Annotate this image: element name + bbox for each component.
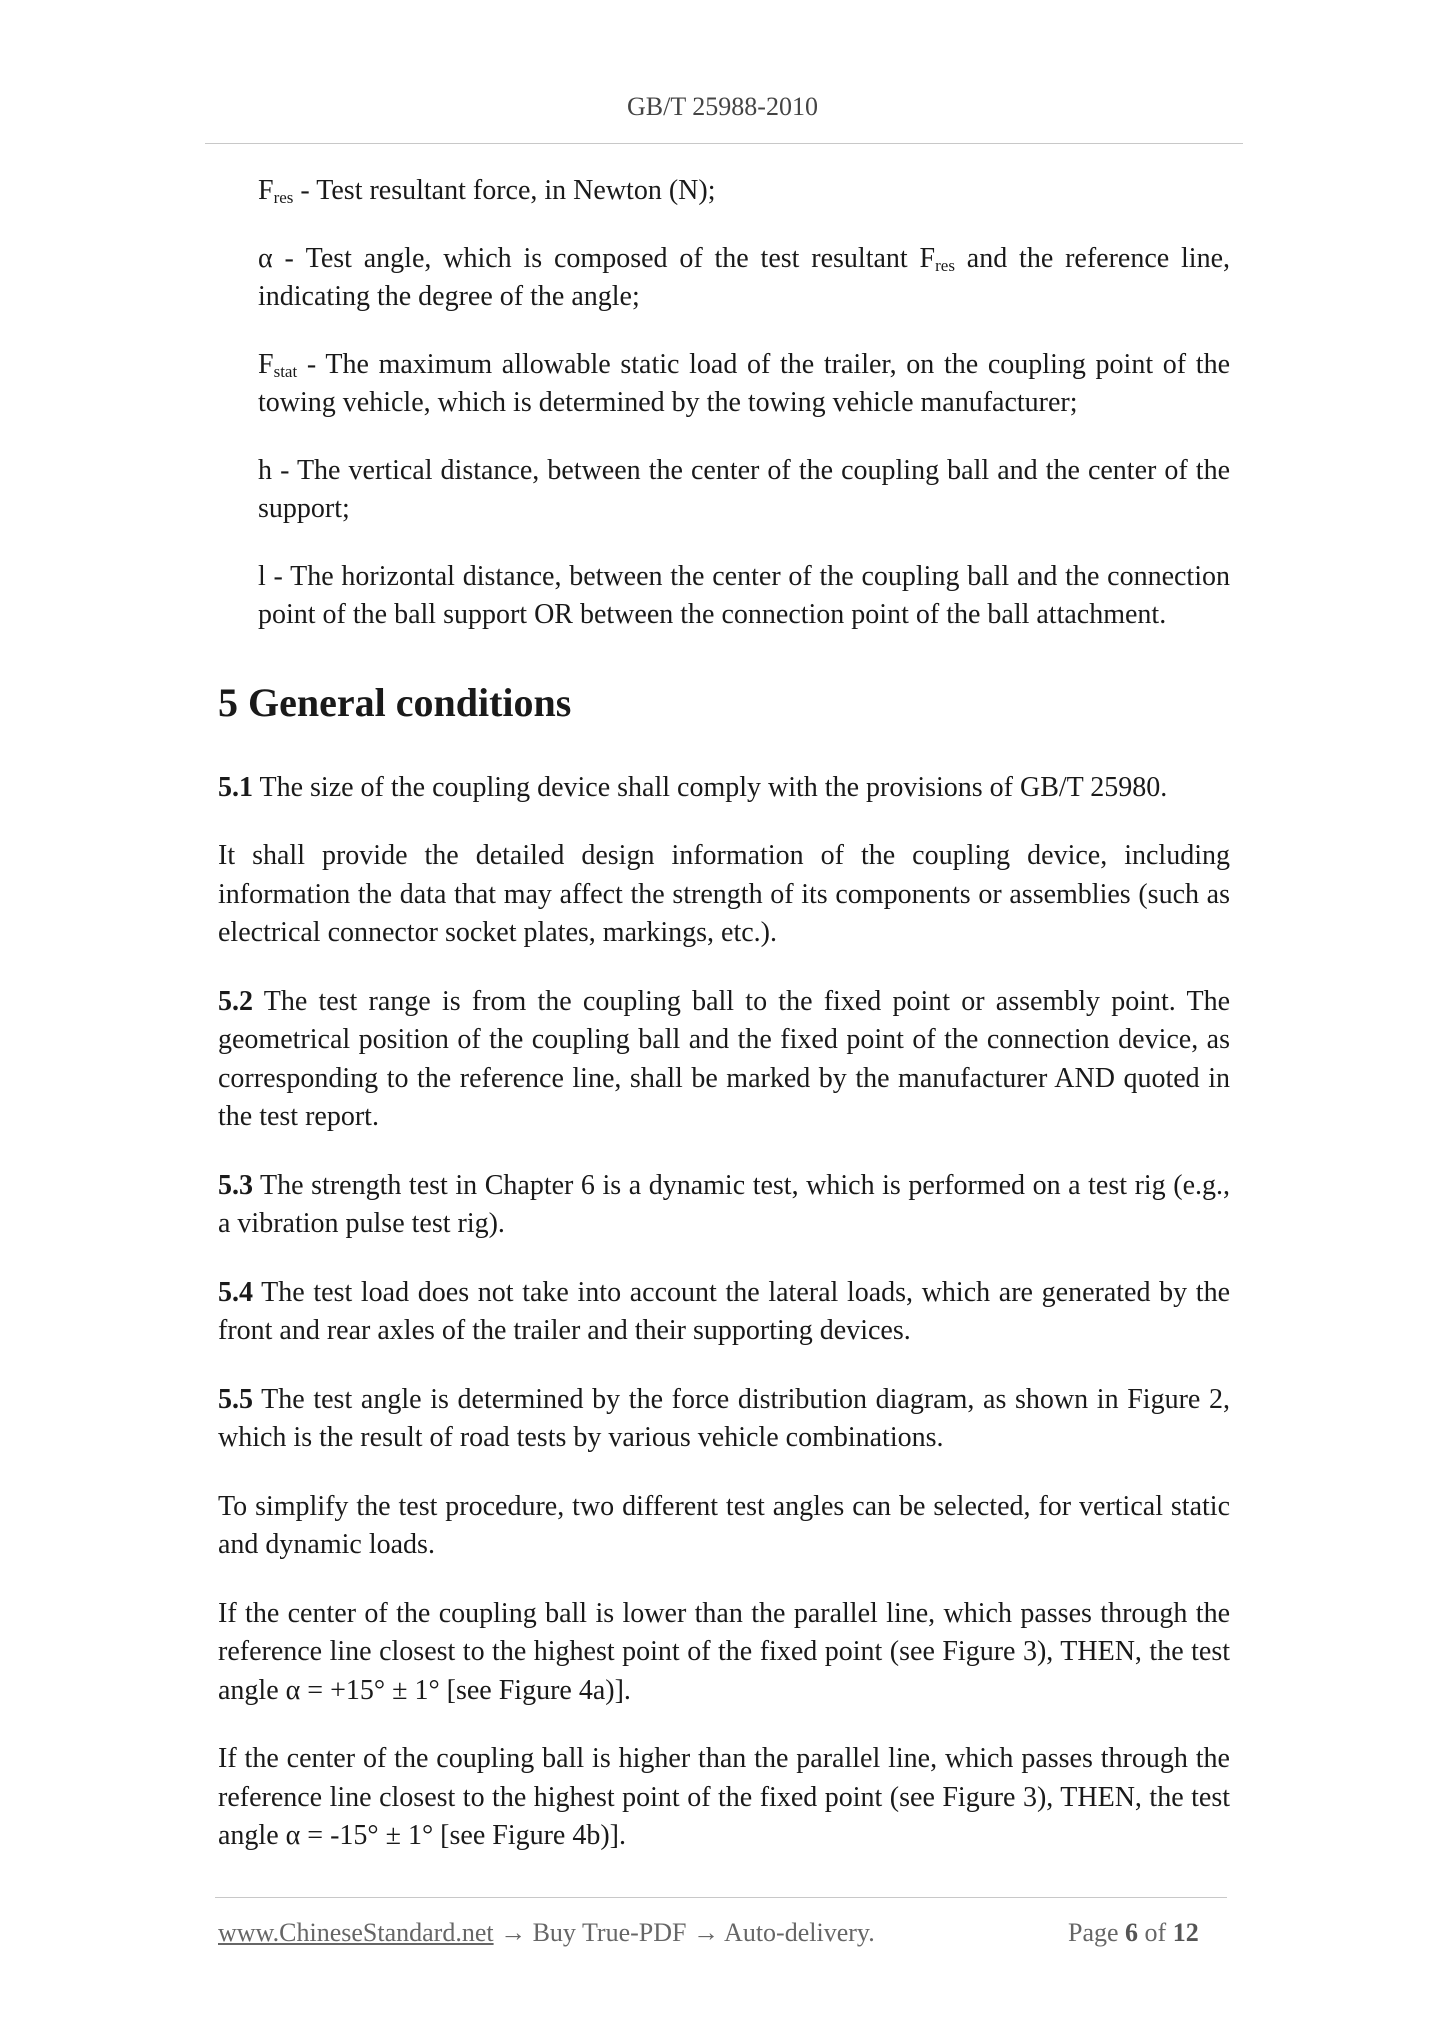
clause-5-4: [218, 1274, 1230, 1351]
definition-fres: [218, 172, 1230, 211]
clause-5-5-simplify: To simplify the test procedure, two different test angles can be selected, for vertical static and dynamic loads.: [218, 1490, 1230, 1560]
definition-text: - The horizontal distance, between the center of the coupling ball and the connection point of the ball support OR between the connection point of the ball attachment.: [258, 560, 1230, 630]
document-body: [218, 172, 1230, 1886]
symbol: l: [258, 560, 266, 592]
page-indicator: [1068, 1918, 1199, 1948]
definition-text: - The vertical distance, between the center of the coupling ball and the center of the support;: [258, 454, 1230, 524]
definition-alpha: [218, 240, 1230, 317]
website-link[interactable]: www.ChineseStandard.net: [218, 1918, 494, 1947]
symbol: h: [258, 454, 272, 486]
page-number: 6: [1125, 1918, 1139, 1947]
clause-5-5-lower: If the center of the coupling ball is lower than the parallel line, which passes through the reference line closest to the highest point of the fixed point (see Figure 3), THEN, the test angle α = +15° ± 1° [see Figure 4a)].: [218, 1597, 1230, 1706]
clause-5-5: [218, 1381, 1230, 1458]
definition-text: and the reference line, indicating the degree of the angle;: [258, 242, 1231, 312]
clause-text: The test angle is determined by the force distribution diagram, as shown in Figure 2, which is the result of road tests by various vehicle combinations.: [218, 1383, 1230, 1453]
clause-text: The strength test in Chapter 6 is a dynamic test, which is performed on a test rig (e.g., a vibration pulse test rig).: [218, 1169, 1230, 1239]
symbol: F: [258, 175, 274, 206]
page-label: Page: [1068, 1918, 1126, 1947]
clause-5-3: [218, 1167, 1230, 1244]
clause-number: 5.3: [218, 1169, 253, 1201]
definition-text: - Test angle, which is composed of the test resultant F: [272, 242, 936, 274]
clause-number: 5.1: [218, 771, 253, 803]
clause-number: 5.5: [218, 1383, 253, 1415]
clause-5-2: [218, 983, 1230, 1137]
subscript: stat: [273, 361, 298, 381]
definition-l: [218, 558, 1230, 635]
page-header-title: GB/T 25988-2010: [627, 92, 818, 121]
clause-5-1: [218, 769, 1230, 808]
header-divider: [205, 143, 1243, 144]
clause-text: The test load does not take into account the lateral loads, which are generated by the front and rear axles of the trailer and their supporting devices.: [218, 1276, 1230, 1346]
subscript: res: [273, 188, 294, 207]
footer-divider: [215, 1897, 1227, 1898]
of-label: of: [1138, 1918, 1173, 1947]
clause-text: The size of the coupling device shall comply with the provisions of GB/T 25980.: [253, 771, 1168, 803]
definition-fstat: [218, 346, 1230, 423]
footer-tagline: → Buy True-PDF → Auto-delivery.: [493, 1918, 875, 1947]
clause-text: The test range is from the coupling ball to the fixed point or assembly point. The geometrical position of the coupling ball and the fixed point of the connection device, as corresponding to the reference line, shall be marked by the manufacturer AND quoted in the test report.: [218, 985, 1230, 1132]
subscript: res: [935, 255, 955, 275]
footer-promo: [218, 1918, 875, 1948]
clause-5-1-detail: It shall provide the detailed design information of the coupling device, including information the data that may affect the strength of its components or assemblies (such as electrical connector socket plates, markings, etc.).: [218, 840, 1230, 948]
clause-number: 5.2: [218, 985, 253, 1017]
symbol: F: [258, 348, 274, 380]
clause-5-5-higher: If the center of the coupling ball is higher than the parallel line, which passes through the reference line closest to the highest point of the fixed point (see Figure 3), THEN, the test angle α = -15° ± 1° [see Figure 4b)].: [218, 1743, 1230, 1851]
clause-number: 5.4: [218, 1276, 253, 1308]
definition-text: - Test resultant force, in Newton (N);: [293, 175, 716, 206]
page-total: 12: [1172, 1918, 1199, 1947]
symbol: α: [258, 242, 273, 274]
definition-h: [218, 452, 1230, 529]
section-heading: 5 General conditions: [218, 679, 572, 725]
definition-text: - The maximum allowable static load of the trailer, on the coupling point of the towing vehicle, which is determined by the towing vehicle manufacturer;: [258, 348, 1230, 418]
